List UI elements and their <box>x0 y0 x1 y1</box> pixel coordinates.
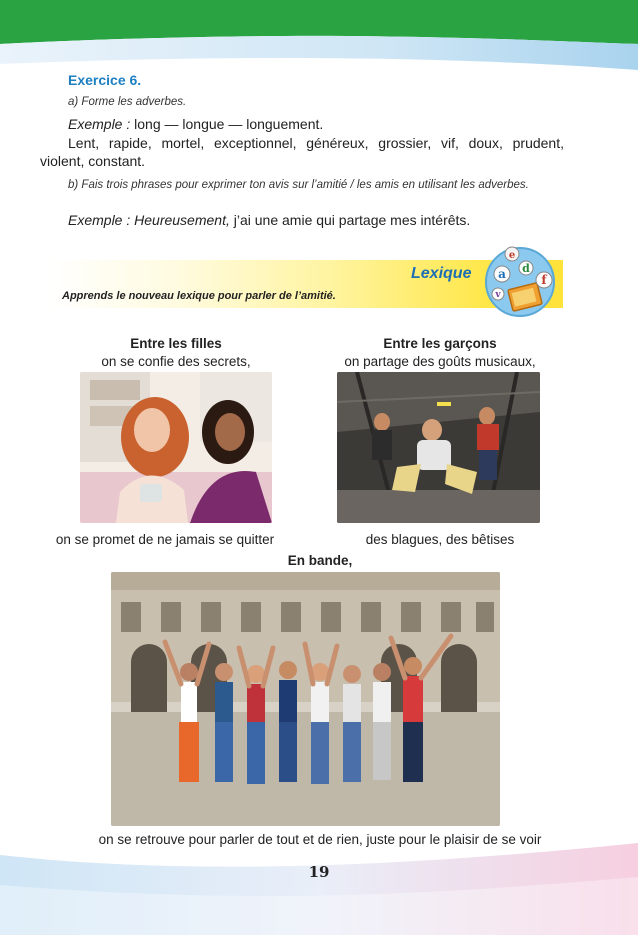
boys-heading: Entre les garçons <box>383 336 497 351</box>
book-letters-icon <box>480 240 562 320</box>
group-photo <box>111 572 500 826</box>
example-1-label: Exemple : <box>68 116 131 132</box>
exercise-part-b: b) Fais trois phrases pour exprimer ton avis sur l’amitié / les amis en utilisant les adverbes. <box>68 179 529 191</box>
icon-letter-f: f <box>541 273 547 287</box>
icon-letter-d: d <box>522 262 530 275</box>
lexique-title: Lexique <box>411 265 472 282</box>
group-caption: on se retrouve pour parler de tout et de rien, juste pour le plaisir de se voir <box>98 832 542 847</box>
icon-letter-v: v <box>495 290 501 300</box>
exercise-example-1 <box>68 116 323 132</box>
top-decorative-band <box>0 0 638 70</box>
girls-heading: Entre les filles <box>130 336 222 351</box>
icon-letter-e: e <box>508 250 516 261</box>
boys-line-2: des blagues, des bêtises <box>365 532 515 547</box>
exercise-title: Exercice 6. <box>68 72 142 88</box>
example-2-text: j’ai une amie qui partage mes intérêts. <box>229 212 471 228</box>
exercise-example-2 <box>68 212 470 228</box>
page-number: 19 <box>308 863 330 881</box>
example-2-label: Exemple : Heureusement, <box>68 212 230 228</box>
group-heading: En bande, <box>287 553 353 568</box>
exercise-word-list: Lent, rapide, mortel, exceptionnel, généreux, grossier, vif, doux, prudent, violent, constant. <box>40 135 564 169</box>
girls-photo <box>80 372 272 523</box>
boys-photo <box>337 372 540 523</box>
girls-line-2: on se promet de ne jamais se quitter <box>55 532 275 547</box>
girls-line-1: on se confie des secrets, <box>101 354 251 369</box>
example-1-text: long — longue — longuement. <box>130 116 324 132</box>
lexique-subtitle: Apprends le nouveau lexique pour parler de l’amitié. <box>62 290 336 302</box>
boys-line-1: on partage des goûts musicaux, <box>344 354 536 369</box>
exercise-part-a: a) Forme les adverbes. <box>68 96 187 108</box>
icon-letter-a: a <box>498 267 506 281</box>
